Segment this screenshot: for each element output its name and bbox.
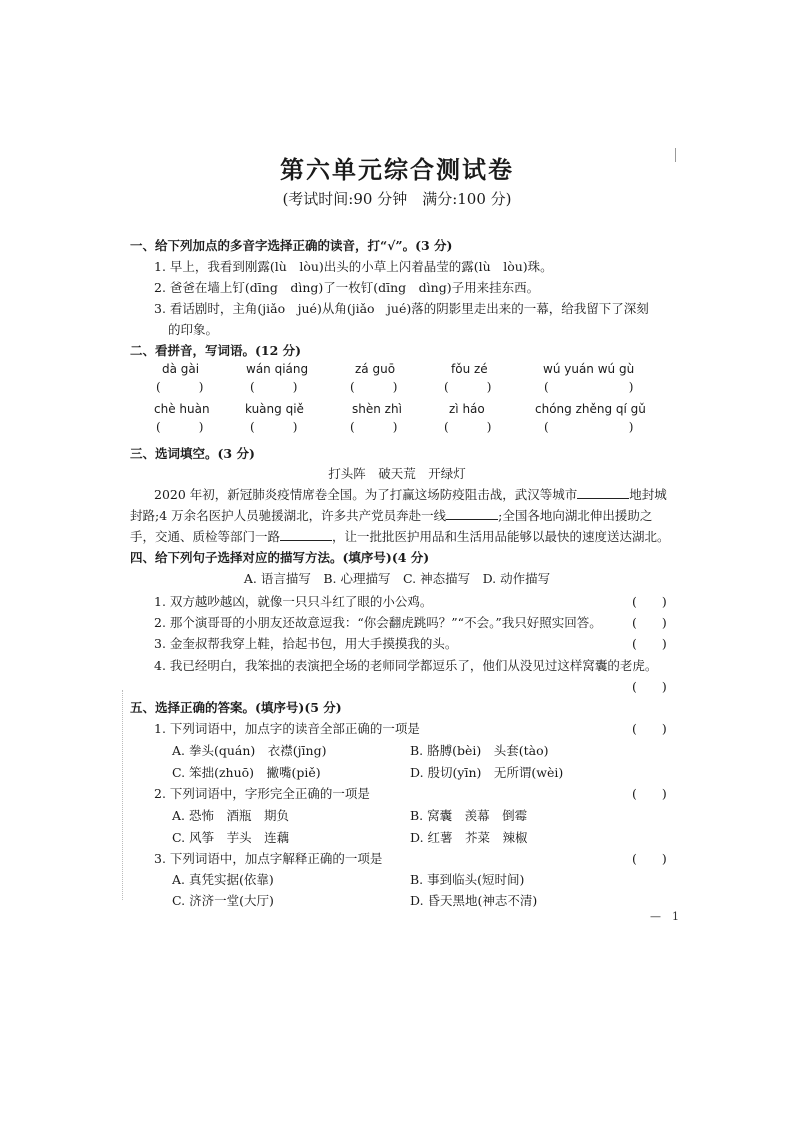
paren-right: ) (292, 380, 298, 394)
page-number: — 1 (650, 910, 679, 923)
fill-blank-1[interactable] (577, 486, 629, 499)
section-4-heading: 四、给下列句子选择对应的描写方法。(填序号)(4 分) (130, 550, 430, 565)
answer-box-s5-1[interactable]: ( ) (632, 721, 667, 736)
exam-info: (考试时间:90 分钟 满分:100 分) (282, 190, 512, 208)
paren-right: ) (198, 420, 204, 434)
binding-line (122, 690, 124, 900)
paren-left: ( (156, 420, 161, 434)
answer-box-s5-2[interactable]: ( ) (632, 786, 667, 801)
s1-question-3-cont: 的印象。 (168, 322, 219, 337)
section-5-heading: 五、选择正确的答案。(填序号)(5 分) (130, 700, 342, 715)
blank-1[interactable] (156, 380, 203, 394)
blank-5[interactable] (544, 380, 633, 394)
paren-left: ( (444, 420, 449, 434)
passage-line-1 (154, 485, 667, 503)
s5-q1-option-d[interactable]: D. 殷切(yīn) 无所谓(wèi) (410, 765, 564, 780)
pinyin-4: fǒu zé (451, 362, 488, 376)
pinyin-8: shèn zhì (352, 402, 402, 416)
pinyin-2: wán qiáng (246, 362, 309, 376)
passage-text: 地封城 (629, 487, 667, 502)
pinyin-1: dà gài (162, 362, 200, 376)
s5-q2-option-d[interactable]: D. 红薯 芥菜 辣椒 (410, 830, 528, 845)
s4-question-4: 4. 我已经明白，我笨拙的表演把全场的老师同学都逗乐了，他们从没见过这样窝囊的老虎。 (154, 658, 658, 673)
pinyin-9: zì háo (449, 402, 485, 416)
fill-blank-2[interactable] (446, 507, 498, 520)
s5-q3-option-a[interactable]: A. 真凭实据(依靠) (172, 872, 274, 887)
s5-q3-option-b[interactable]: B. 事到临头(短时间) (410, 872, 525, 887)
word-bank: 打头阵 破天荒 开绿灯 (328, 466, 466, 481)
paren-left: ( (444, 380, 449, 394)
blank-2[interactable] (250, 380, 297, 394)
answer-box-s5-3[interactable]: ( ) (632, 851, 667, 866)
blank-7[interactable] (250, 420, 297, 434)
pinyin-7: kuàng qiě (245, 402, 304, 416)
paren-left: ( (544, 420, 549, 434)
s5-q1-option-b[interactable]: B. 胳膊(bèi) 头套(tào) (410, 743, 549, 758)
paren-left: ( (156, 380, 161, 394)
paren-right: ) (628, 420, 634, 434)
s4-question-1: 1. 双方越吵越凶，就像一只只斗红了眼的小公鸡。 (154, 594, 433, 609)
answer-box-s4-4[interactable]: ( ) (632, 679, 667, 694)
s5-q1-option-a[interactable]: A. 拳头(quán) 衣襟(jīng) (172, 743, 327, 758)
section-2-heading: 二、看拼音，写词语。(12 分) (130, 343, 302, 358)
paren-right: ) (292, 420, 298, 434)
s5-q2-option-c[interactable]: C. 风筝 芋头 连藕 (172, 830, 290, 845)
passage-line-3 (130, 527, 670, 545)
section-1-heading: 一、给下列加点的多音字选择正确的读音，打“√”。(3 分) (130, 238, 453, 253)
s4-question-2: 2. 那个演哥哥的小朋友还故意逗我：“你会翻虎跳吗？”“不会。”我只好照实回答。 (154, 615, 602, 630)
passage-text: ，让一批批医护用品和生活用品能够以最快的速度送达湖北。 (332, 529, 670, 544)
answer-box-s4-2[interactable]: ( ) (632, 615, 667, 630)
paren-right: ) (486, 420, 492, 434)
s5-question-2: 2. 下列词语中，字形完全正确的一项是 (154, 786, 370, 801)
blank-9[interactable] (444, 420, 491, 434)
passage-line-2 (130, 506, 652, 524)
paren-left: ( (350, 420, 355, 434)
s5-q2-option-a[interactable]: A. 恐怖 酒瓶 期负 (172, 808, 289, 823)
paren-right: ) (198, 380, 204, 394)
page-title: 第六单元综合测试卷 (280, 155, 514, 184)
pinyin-5: wú yuán wú gù (543, 362, 635, 376)
blank-8[interactable] (350, 420, 397, 434)
s5-q2-option-b[interactable]: B. 窝囊 羡幕 倒霉 (410, 808, 528, 823)
s4-question-3: 3. 金奎叔帮我穿上鞋，拾起书包，用大手摸摸我的头。 (154, 636, 458, 651)
pinyin-3: zá guō (355, 362, 396, 376)
paren-left: ( (250, 380, 255, 394)
s5-q3-option-d[interactable]: D. 昏天黑地(神志不清) (410, 893, 538, 908)
answer-box-s4-3[interactable]: ( ) (632, 636, 667, 651)
s1-question-3: 3. 看话剧时，主角(jiǎo jué)从角(jiǎo jué)落的阴影里走出来的一幕，给我留下了深刻 (154, 301, 649, 316)
fill-blank-3[interactable] (280, 528, 332, 541)
passage-text: 2020 年初，新冠肺炎疫情席卷全国。为了打赢这场防疫阻击战，武汉等城市 (154, 487, 578, 502)
blank-3[interactable] (350, 380, 397, 394)
passage-text: ;全国各地向湖北伸出援助之 (498, 508, 653, 523)
description-options: A. 语言描写 B. 心理描写 C. 神态描写 D. 动作描写 (243, 571, 551, 586)
s1-question-2: 2. 爸爸在墙上钉(dīng dìng)了一枚钉(dīng dìng)子用来挂东西。 (154, 280, 540, 295)
s5-q3-option-c[interactable]: C. 济济一堂(大厅) (172, 893, 274, 908)
paren-right: ) (392, 380, 398, 394)
s1-question-1: 1. 早上，我看到刚露(lù lòu)出头的小草上闪着晶莹的露(lù lòu)珠。 (154, 259, 553, 274)
paren-left: ( (350, 380, 355, 394)
paren-right: ) (628, 380, 634, 394)
pinyin-10: chóng zhěng qí gǔ (535, 402, 646, 416)
blank-10[interactable] (544, 420, 633, 434)
passage-text: 封路;4 万余名医护人员驰援湖北，许多共产党员奔赴一线 (130, 508, 447, 523)
s5-q1-option-c[interactable]: C. 笨拙(zhuō) 撇嘴(piě) (172, 765, 321, 780)
passage-text: 手，交通、质检等部门一路 (130, 529, 281, 544)
blank-4[interactable] (444, 380, 491, 394)
section-3-heading: 三、选词填空。(3 分) (130, 446, 255, 461)
s5-question-3: 3. 下列词语中，加点字解释正确的一项是 (154, 851, 383, 866)
paren-right: ) (392, 420, 398, 434)
s5-question-1: 1. 下列词语中，加点字的读音全部正确的一项是 (154, 721, 420, 736)
blank-6[interactable] (156, 420, 203, 434)
pinyin-6: chè huàn (154, 402, 210, 416)
paren-left: ( (250, 420, 255, 434)
answer-box-s4-1[interactable]: ( ) (632, 594, 667, 609)
paren-right: ) (486, 380, 492, 394)
paren-left: ( (544, 380, 549, 394)
